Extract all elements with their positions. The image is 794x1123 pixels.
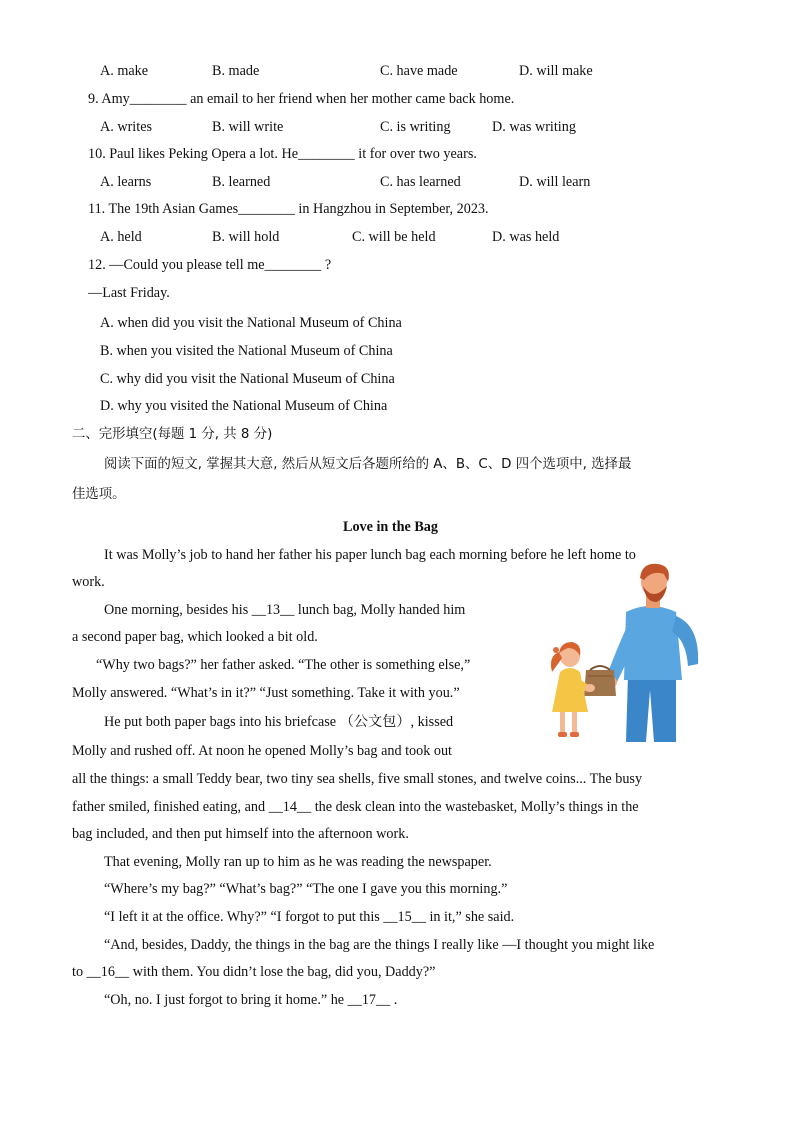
- q10-option-d: D. will learn: [519, 174, 591, 190]
- q9-option-c: C. is writing: [380, 119, 451, 135]
- passage-line: “Oh, no. I just forgot to bring it home.” he __17__ .: [104, 992, 398, 1008]
- passage-line: Molly and rushed off. At noon he opened Molly’s bag and took out: [72, 743, 452, 759]
- q12-option-d: D. why you visited the National Museum of China: [100, 398, 388, 414]
- q12-option-a: A. when did you visit the National Museum of China: [100, 315, 402, 331]
- q11-option-b: B. will hold: [212, 229, 280, 245]
- passage-line: bag included, and then put himself into the afternoon work.: [72, 826, 409, 842]
- q11-option-d: D. was held: [492, 229, 560, 245]
- section-instruction-line1: 阅读下面的短文, 掌握其大意, 然后从短文后各题所给的 A、B、C、D 四个选项中, 选择最: [104, 457, 632, 472]
- father-daughter-illustration: [530, 560, 710, 745]
- passage-line: One morning, besides his __13__ lunch bag, Molly handed him: [104, 602, 466, 618]
- q8-option-d: D. will make: [519, 63, 593, 79]
- q8-option-b: B. made: [212, 63, 260, 79]
- q10-option-a: A. learns: [100, 174, 152, 190]
- q12-reply: —Last Friday.: [88, 285, 170, 301]
- passage-line: It was Molly’s job to hand her father his paper lunch bag each morning before he left home to: [104, 547, 636, 563]
- passage-line: “Where’s my bag?” “What’s bag?” “The one I gave you this morning.”: [104, 881, 508, 897]
- q12-option-c: C. why did you visit the National Museum of China: [100, 371, 395, 387]
- q8-option-c: C. have made: [380, 63, 458, 79]
- q12-stem: 12. —Could you please tell me________ ?: [88, 257, 332, 273]
- passage-line: “Why two bags?” her father asked. “The other is something else,”: [96, 657, 471, 673]
- q11-option-a: A. held: [100, 229, 142, 245]
- q9-option-d: D. was writing: [492, 119, 576, 135]
- q12-option-b: B. when you visited the National Museum of China: [100, 343, 393, 359]
- q11-stem: 11. The 19th Asian Games________ in Hangzhou in September, 2023.: [88, 201, 489, 217]
- passage-line: “I left it at the office. Why?” “I forgot to put this __15__ in it,” she said.: [104, 909, 515, 925]
- q10-option-c: C. has learned: [380, 174, 461, 190]
- passage-line: That evening, Molly ran up to him as he was reading the newspaper.: [104, 854, 492, 870]
- section-instruction-line2: 佳选项。: [72, 487, 126, 502]
- passage-line: father smiled, finished eating, and __14__ the desk clean into the wastebasket, Molly’s things in the: [72, 799, 639, 815]
- q9-option-a: A. writes: [100, 119, 153, 135]
- q9-option-b: B. will write: [212, 119, 284, 135]
- q10-stem: 10. Paul likes Peking Opera a lot. He________ it for over two years.: [88, 146, 477, 162]
- section-heading: 二、完形填空(每题 1 分, 共 8 分): [72, 427, 273, 442]
- passage-line: “And, besides, Daddy, the things in the bag are the things I really like —I thought you might like: [104, 937, 655, 953]
- passage-title: Love in the Bag: [343, 519, 438, 535]
- passage-line: all the things: a small Teddy bear, two tiny sea shells, five small stones, and twelve coins... The busy: [72, 771, 643, 787]
- passage-line: Molly answered. “What’s in it?” “Just something. Take it with you.”: [72, 685, 460, 701]
- passage-line: work.: [72, 574, 105, 590]
- q9-stem: 9. Amy________ an email to her friend when her mother came back home.: [88, 91, 515, 107]
- q10-option-b: B. learned: [212, 174, 271, 190]
- passage-line: to __16__ with them. You didn’t lose the bag, did you, Daddy?”: [72, 964, 436, 980]
- passage-line: He put both paper bags into his briefcase （公文包）, kissed: [104, 714, 454, 730]
- passage-line: a second paper bag, which looked a bit old.: [72, 629, 318, 645]
- q11-option-c: C. will be held: [352, 229, 436, 245]
- q8-option-a: A. make: [100, 63, 149, 79]
